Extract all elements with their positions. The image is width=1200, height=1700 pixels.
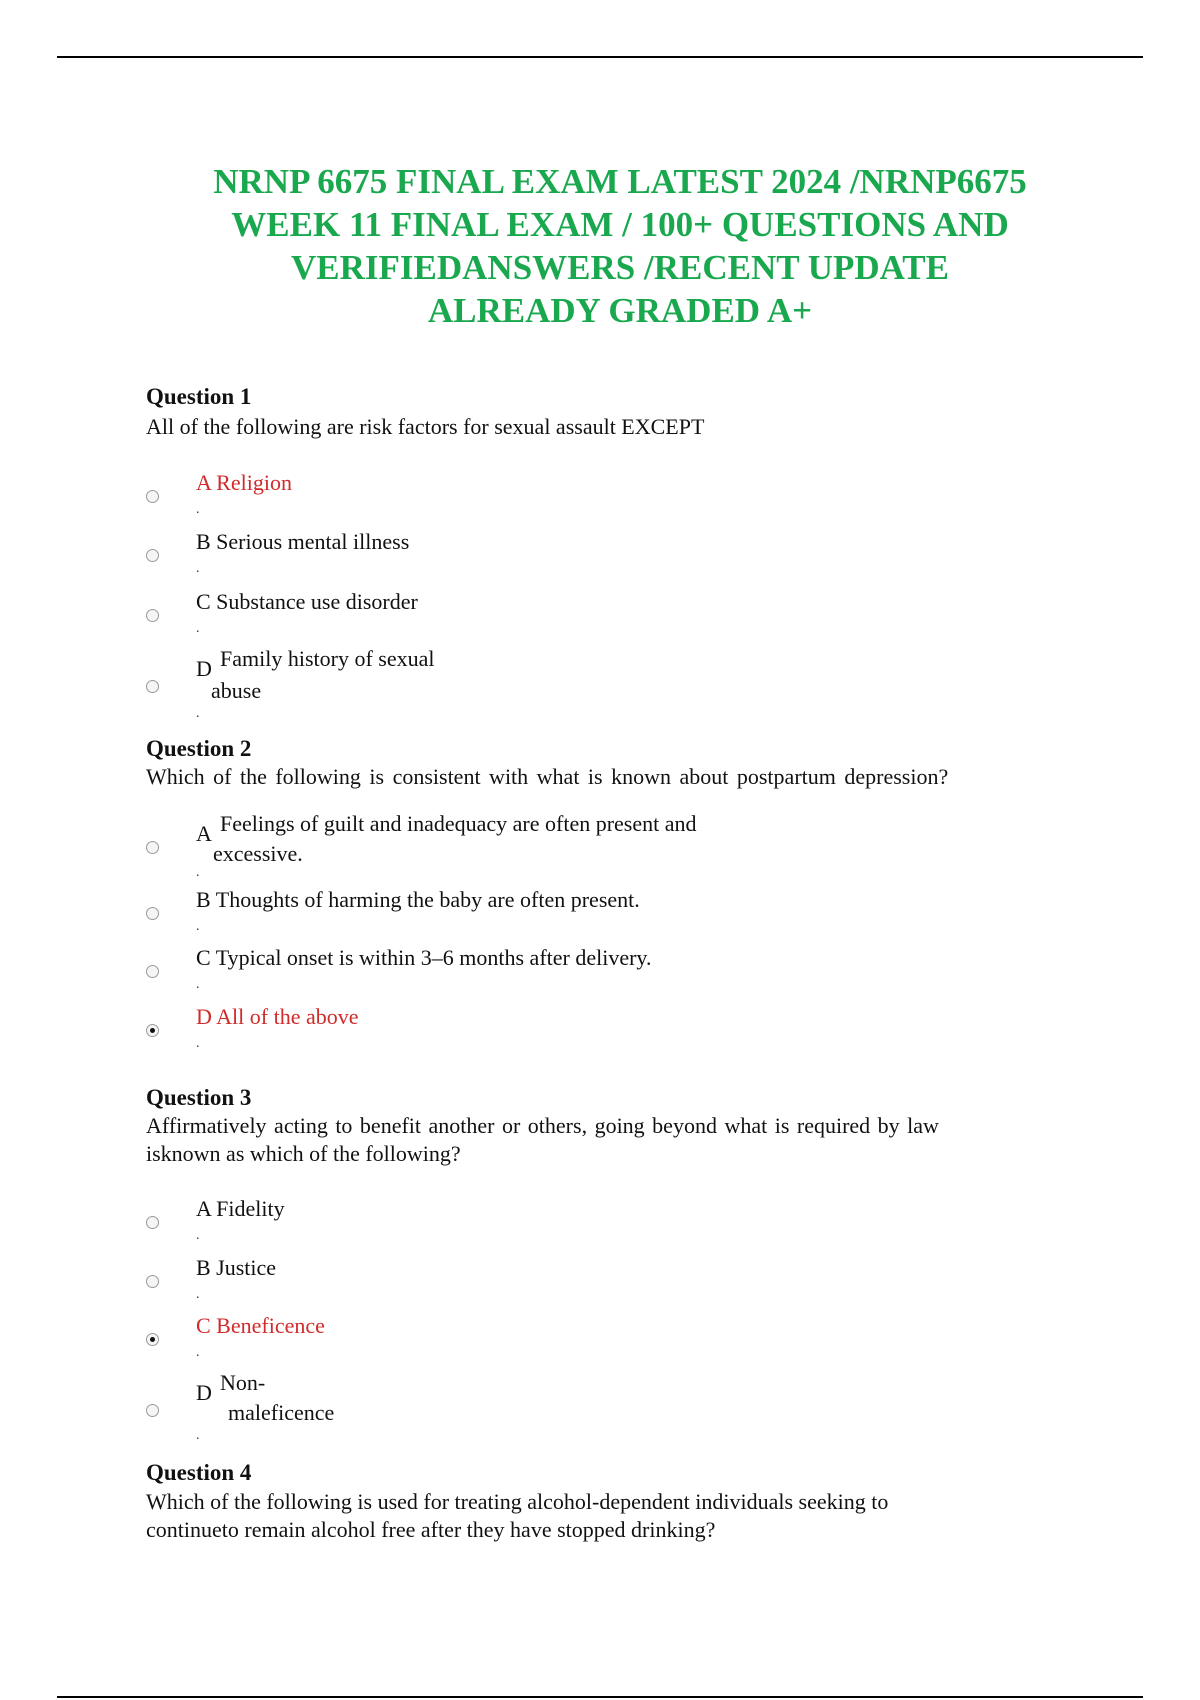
radio-button[interactable] [146,841,159,854]
option-dot: . [196,561,200,576]
question-1-heading: Question 1 [146,384,252,409]
radio-button[interactable] [146,549,159,562]
option-label: C Substance use disorder [196,589,418,614]
option-label: B Justice [196,1255,277,1280]
question-3-heading: Question 3 [146,1085,252,1110]
question-3-text-line-2: isknown as which of the following? [146,1141,461,1166]
question-2-text: Which of the following is consistent with what is known about postpartum depression? [146,764,949,789]
option-dot: . [196,1287,200,1302]
radio-button[interactable] [146,490,159,503]
option-label: B Serious mental illness [196,529,410,554]
top-rule [57,56,1143,58]
option-dot: . [196,621,200,636]
option-dot: . [196,1228,200,1243]
option-letter: D [196,1380,212,1405]
option-label-line-2: maleficence [228,1400,335,1425]
title-line: VERIFIEDANSWERS /RECENT UPDATE [291,248,949,287]
option-label-line-1: Family history of sexual [220,646,435,671]
option-dot: . [196,1428,200,1443]
option-letter: D [196,656,212,681]
page-title [150,160,1090,332]
option-label-line-2: excessive. [213,841,303,866]
option-label-line-1: Feelings of guilt and inadequacy are often present and [220,811,697,836]
option-dot: . [196,502,200,517]
option-label: C Typical onset is within 3–6 months after delivery. [196,945,652,970]
question-4-heading: Question 4 [146,1460,252,1485]
option-dot: . [196,1345,200,1360]
bottom-rule [57,1696,1143,1698]
option-label: A Religion [196,470,292,495]
radio-button-selected[interactable] [146,1333,159,1346]
question-4-text-line-1: Which of the following is used for treating alcohol-dependent individuals seeking to [146,1489,889,1514]
radio-button-selected[interactable] [146,1024,159,1037]
radio-button[interactable] [146,680,159,693]
radio-button[interactable] [146,609,159,622]
option-dot: . [196,919,200,934]
option-label: B Thoughts of harming the baby are often present. [196,887,640,912]
radio-button[interactable] [146,965,159,978]
option-dot: . [196,865,200,880]
title-line: WEEK 11 FINAL EXAM / 100+ QUESTIONS AND [231,205,1009,244]
option-dot: . [196,706,200,721]
radio-button[interactable] [146,1216,159,1229]
question-1-text: All of the following are risk factors for sexual assault EXCEPT [146,414,705,439]
option-label: A Fidelity [196,1196,285,1221]
option-label: D All of the above [196,1004,359,1029]
option-letter: A [196,821,212,846]
radio-button[interactable] [146,907,159,920]
option-dot: . [196,1036,200,1051]
question-4-text-line-2: continueto remain alcohol free after they have stopped drinking? [146,1517,716,1542]
radio-button[interactable] [146,1404,159,1417]
option-label-line-1: Non- [220,1370,266,1395]
option-dot: . [196,977,200,992]
question-2-heading: Question 2 [146,736,252,761]
title-line: NRNP 6675 FINAL EXAM LATEST 2024 /NRNP6675 [213,162,1027,201]
title-line: ALREADY GRADED A+ [427,291,813,330]
option-label: C Beneficence [196,1313,325,1338]
radio-button[interactable] [146,1275,159,1288]
option-label-line-2: abuse [211,678,262,703]
question-3-text-line-1: Affirmatively acting to benefit another or others, going beyond what is required by law [146,1113,939,1138]
